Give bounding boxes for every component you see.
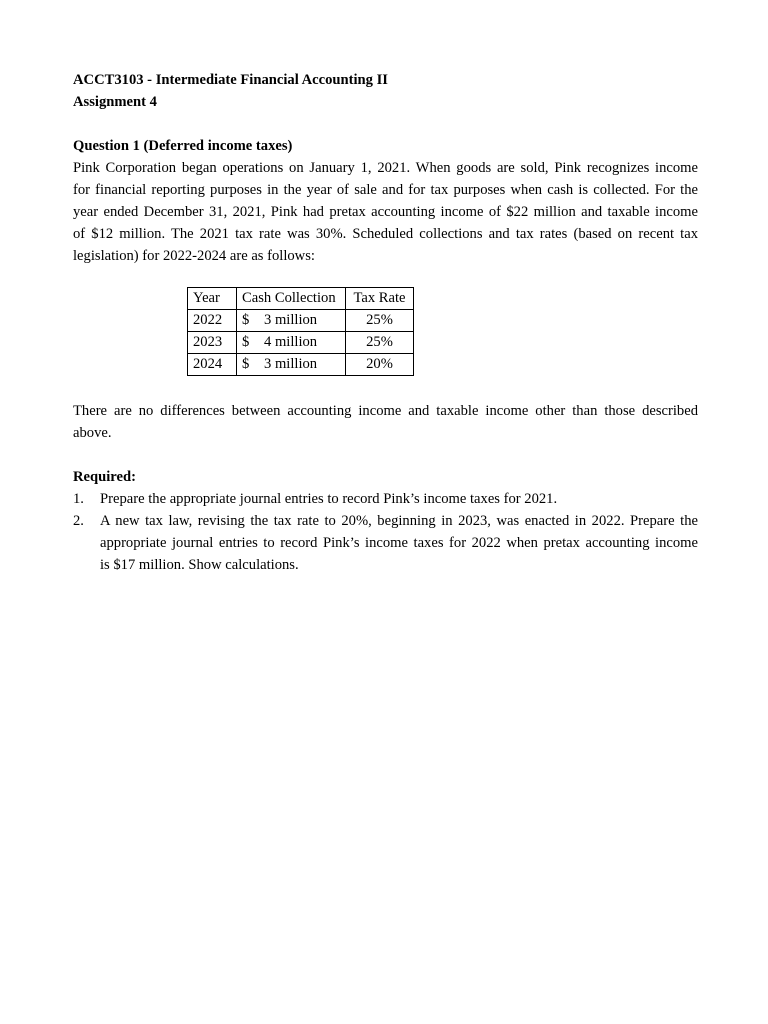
header-cash-collection: Cash Collection — [237, 288, 346, 310]
cash-amount: 4 million — [264, 334, 318, 350]
intro-line: for financial reporting purposes in the year of sale and for tax purposes when cash is collected. For the — [73, 182, 698, 198]
header-year: Year — [188, 288, 237, 310]
cell-cash — [237, 332, 346, 354]
dollar-sign: $ — [242, 312, 250, 328]
required-title: Required: — [73, 469, 136, 485]
item-line: appropriate journal entries to record Pink’s income taxes for 2022 when pretax accounting income — [100, 535, 698, 551]
note-paragraph — [73, 400, 698, 444]
table-row — [188, 310, 414, 332]
note-line: There are no differences between accounting income and taxable income other than those described — [73, 403, 698, 419]
table-row — [188, 332, 414, 354]
item-line: Prepare the appropriate journal entries to record Pink’s income taxes for 2021. — [100, 491, 558, 507]
intro-line: Pink Corporation began operations on January 1, 2021. When goods are sold, Pink recognizes income — [73, 160, 698, 176]
note-line: above. — [73, 425, 112, 441]
question-intro — [73, 157, 698, 267]
intro-line: legislation) for 2022-2024 are as follows: — [73, 248, 315, 264]
header-tax-rate: Tax Rate — [346, 288, 414, 310]
cash-amount: 3 million — [264, 356, 318, 372]
item-number: 1. — [73, 491, 84, 507]
cell-year: 2023 — [188, 332, 237, 354]
list-item — [73, 488, 698, 510]
question-title: Question 1 (Deferred income taxes) — [73, 138, 293, 154]
dollar-sign: $ — [242, 356, 250, 372]
intro-line: of $12 million. The 2021 tax rate was 30%. Scheduled collections and tax rates (based on recent tax — [73, 226, 698, 242]
dollar-sign: $ — [242, 334, 250, 350]
table-header-row — [188, 288, 414, 310]
course-title: ACCT3103 - Intermediate Financial Accounting II — [73, 72, 388, 88]
cell-rate: 25% — [346, 332, 414, 354]
cell-cash — [237, 354, 346, 376]
cell-year: 2022 — [188, 310, 237, 332]
list-item — [73, 510, 698, 576]
tax-rate-table — [187, 287, 414, 376]
cell-rate: 25% — [346, 310, 414, 332]
item-number: 2. — [73, 513, 84, 529]
item-line: A new tax law, revising the tax rate to 20%, beginning in 2023, was enacted in 2022. Prepare the — [100, 513, 698, 529]
table-row — [188, 354, 414, 376]
intro-line: year ended December 31, 2021, Pink had pretax accounting income of $22 million and taxable income — [73, 204, 698, 220]
after-table-section — [73, 400, 698, 576]
required-list — [73, 488, 698, 576]
item-line: is $17 million. Show calculations. — [100, 557, 299, 573]
cell-cash — [237, 310, 346, 332]
assignment-title: Assignment 4 — [73, 94, 157, 110]
cell-rate: 20% — [346, 354, 414, 376]
document-page — [73, 69, 698, 573]
cell-year: 2024 — [188, 354, 237, 376]
cash-amount: 3 million — [264, 312, 318, 328]
